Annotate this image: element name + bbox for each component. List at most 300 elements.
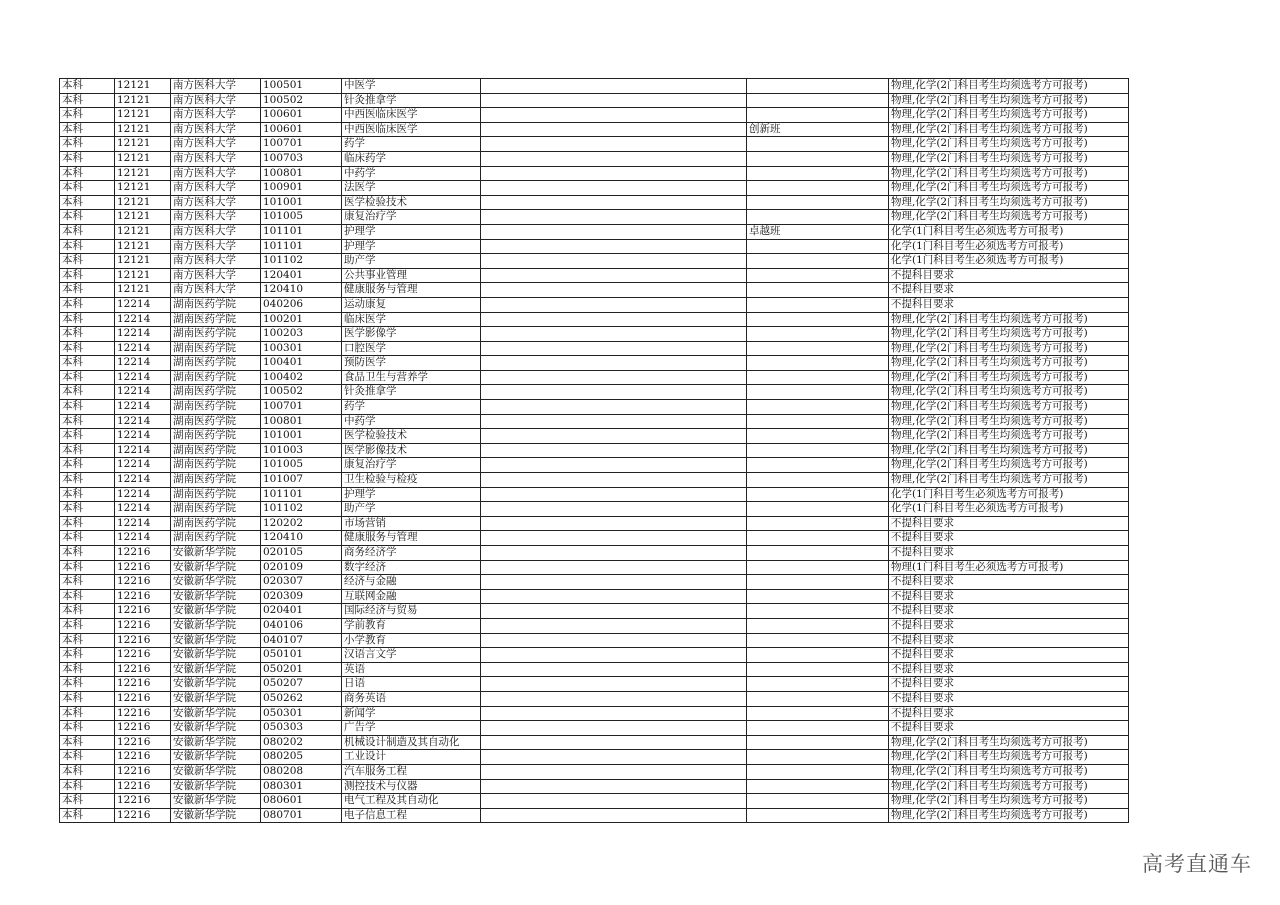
school-name-cell: 湖南医药学院 xyxy=(171,443,261,458)
major-name-cell: 食品卫生与营养学 xyxy=(342,370,481,385)
level-cell: 本科 xyxy=(60,677,115,692)
school-name-cell: 湖南医药学院 xyxy=(171,414,261,429)
school-name-cell: 湖南医药学院 xyxy=(171,458,261,473)
school-code-cell: 12121 xyxy=(115,93,171,108)
level-cell: 本科 xyxy=(60,633,115,648)
school-code-cell: 12214 xyxy=(115,473,171,488)
notes-cell xyxy=(481,370,747,385)
school-name-cell: 安徽新华学院 xyxy=(171,662,261,677)
major-name-cell: 互联网金融 xyxy=(342,589,481,604)
table-row xyxy=(60,516,1129,531)
level-cell: 本科 xyxy=(60,706,115,721)
table-row xyxy=(60,677,1129,692)
major-code-cell: 100701 xyxy=(261,400,342,415)
level-cell: 本科 xyxy=(60,370,115,385)
table-row xyxy=(60,429,1129,444)
major-name-cell: 商务英语 xyxy=(342,691,481,706)
school-code-cell: 12214 xyxy=(115,341,171,356)
table-row xyxy=(60,341,1129,356)
level-cell: 本科 xyxy=(60,210,115,225)
table-row xyxy=(60,560,1129,575)
school-name-cell: 湖南医药学院 xyxy=(171,327,261,342)
school-code-cell: 12216 xyxy=(115,706,171,721)
school-code-cell: 12214 xyxy=(115,327,171,342)
notes-cell xyxy=(481,414,747,429)
level-cell: 本科 xyxy=(60,575,115,590)
table-row xyxy=(60,151,1129,166)
major-name-cell: 工业设计 xyxy=(342,750,481,765)
class-type-cell xyxy=(747,560,889,575)
subject-requirement-cell: 物理,化学(2门科目考生均须选考方可报考) xyxy=(889,195,1129,210)
school-name-cell: 南方医科大学 xyxy=(171,268,261,283)
level-cell: 本科 xyxy=(60,473,115,488)
subject-requirement-cell: 不提科目要求 xyxy=(889,531,1129,546)
subject-requirement-cell: 不提科目要求 xyxy=(889,691,1129,706)
school-name-cell: 南方医科大学 xyxy=(171,195,261,210)
school-code-cell: 12216 xyxy=(115,808,171,823)
school-code-cell: 12216 xyxy=(115,750,171,765)
subject-requirement-cell: 物理,化学(2门科目考生均须选考方可报考) xyxy=(889,181,1129,196)
school-name-cell: 安徽新华学院 xyxy=(171,808,261,823)
class-type-cell xyxy=(747,166,889,181)
subject-requirement-cell: 物理,化学(2门科目考生均须选考方可报考) xyxy=(889,108,1129,123)
table-row xyxy=(60,108,1129,123)
subject-requirement-cell: 不提科目要求 xyxy=(889,589,1129,604)
school-code-cell: 12121 xyxy=(115,195,171,210)
major-code-cell: 020105 xyxy=(261,546,342,561)
class-type-cell xyxy=(747,181,889,196)
notes-cell xyxy=(481,181,747,196)
major-name-cell: 康复治疗学 xyxy=(342,458,481,473)
school-code-cell: 12121 xyxy=(115,166,171,181)
class-type-cell: 卓越班 xyxy=(747,224,889,239)
class-type-cell xyxy=(747,443,889,458)
table-row xyxy=(60,721,1129,736)
major-code-cell: 050207 xyxy=(261,677,342,692)
level-cell: 本科 xyxy=(60,385,115,400)
level-cell: 本科 xyxy=(60,735,115,750)
class-type-cell xyxy=(747,633,889,648)
level-cell: 本科 xyxy=(60,195,115,210)
subject-requirement-cell: 物理,化学(2门科目考生均须选考方可报考) xyxy=(889,122,1129,137)
school-code-cell: 12214 xyxy=(115,370,171,385)
level-cell: 本科 xyxy=(60,283,115,298)
table-row xyxy=(60,370,1129,385)
school-code-cell: 12121 xyxy=(115,283,171,298)
school-code-cell: 12121 xyxy=(115,254,171,269)
major-name-cell: 数字经济 xyxy=(342,560,481,575)
major-name-cell: 中药学 xyxy=(342,414,481,429)
class-type-cell xyxy=(747,93,889,108)
major-code-cell: 050303 xyxy=(261,721,342,736)
subject-requirement-cell: 物理,化学(2门科目考生均须选考方可报考) xyxy=(889,166,1129,181)
major-name-cell: 公共事业管理 xyxy=(342,268,481,283)
major-code-cell: 100402 xyxy=(261,370,342,385)
school-code-cell: 12121 xyxy=(115,210,171,225)
level-cell: 本科 xyxy=(60,297,115,312)
school-name-cell: 湖南医药学院 xyxy=(171,341,261,356)
school-name-cell: 湖南医药学院 xyxy=(171,502,261,517)
table-row xyxy=(60,458,1129,473)
table-row xyxy=(60,312,1129,327)
level-cell: 本科 xyxy=(60,502,115,517)
major-name-cell: 药学 xyxy=(342,400,481,415)
level-cell: 本科 xyxy=(60,662,115,677)
major-name-cell: 汉语言文学 xyxy=(342,648,481,663)
subject-requirement-cell: 化学(1门科目考生必须选考方可报考) xyxy=(889,502,1129,517)
major-code-cell: 080208 xyxy=(261,764,342,779)
major-code-cell: 050262 xyxy=(261,691,342,706)
notes-cell xyxy=(481,297,747,312)
school-code-cell: 12216 xyxy=(115,560,171,575)
notes-cell xyxy=(481,239,747,254)
major-code-cell: 040107 xyxy=(261,633,342,648)
table-row xyxy=(60,400,1129,415)
major-name-cell: 护理学 xyxy=(342,487,481,502)
subject-requirement-cell: 物理,化学(2门科目考生均须选考方可报考) xyxy=(889,210,1129,225)
major-name-cell: 针灸推拿学 xyxy=(342,93,481,108)
subject-requirement-cell: 不提科目要求 xyxy=(889,633,1129,648)
school-name-cell: 安徽新华学院 xyxy=(171,691,261,706)
school-code-cell: 12216 xyxy=(115,764,171,779)
school-code-cell: 12121 xyxy=(115,268,171,283)
major-name-cell: 中医学 xyxy=(342,79,481,94)
level-cell: 本科 xyxy=(60,794,115,809)
school-code-cell: 12214 xyxy=(115,487,171,502)
major-name-cell: 医学检验技术 xyxy=(342,429,481,444)
table-row xyxy=(60,79,1129,94)
major-name-cell: 商务经济学 xyxy=(342,546,481,561)
major-code-cell: 080701 xyxy=(261,808,342,823)
school-code-cell: 12214 xyxy=(115,297,171,312)
class-type-cell xyxy=(747,108,889,123)
major-code-cell: 050301 xyxy=(261,706,342,721)
school-code-cell: 12214 xyxy=(115,385,171,400)
table-row xyxy=(60,122,1129,137)
notes-cell xyxy=(481,93,747,108)
major-name-cell: 法医学 xyxy=(342,181,481,196)
school-name-cell: 安徽新华学院 xyxy=(171,560,261,575)
notes-cell xyxy=(481,633,747,648)
level-cell: 本科 xyxy=(60,327,115,342)
school-name-cell: 安徽新华学院 xyxy=(171,546,261,561)
school-code-cell: 12214 xyxy=(115,356,171,371)
major-name-cell: 小学教育 xyxy=(342,633,481,648)
major-name-cell: 助产学 xyxy=(342,502,481,517)
major-code-cell: 100501 xyxy=(261,79,342,94)
notes-cell xyxy=(481,268,747,283)
level-cell: 本科 xyxy=(60,108,115,123)
level-cell: 本科 xyxy=(60,589,115,604)
school-name-cell: 湖南医药学院 xyxy=(171,297,261,312)
notes-cell xyxy=(481,400,747,415)
class-type-cell xyxy=(747,750,889,765)
major-code-cell: 100801 xyxy=(261,166,342,181)
subject-requirement-cell: 物理,化学(2门科目考生均须选考方可报考) xyxy=(889,808,1129,823)
notes-cell xyxy=(481,473,747,488)
subject-requirement-cell: 物理,化学(2门科目考生均须选考方可报考) xyxy=(889,341,1129,356)
school-code-cell: 12216 xyxy=(115,648,171,663)
subject-requirement-cell: 不提科目要求 xyxy=(889,516,1129,531)
class-type-cell xyxy=(747,618,889,633)
school-code-cell: 12216 xyxy=(115,604,171,619)
major-name-cell: 中西医临床医学 xyxy=(342,122,481,137)
level-cell: 本科 xyxy=(60,414,115,429)
table-row xyxy=(60,502,1129,517)
subject-requirement-cell: 化学(1门科目考生必须选考方可报考) xyxy=(889,254,1129,269)
table-row xyxy=(60,735,1129,750)
subject-requirement-cell: 物理(1门科目考生必须选考方可报考) xyxy=(889,560,1129,575)
major-code-cell: 101101 xyxy=(261,224,342,239)
major-code-cell: 080601 xyxy=(261,794,342,809)
level-cell: 本科 xyxy=(60,443,115,458)
school-name-cell: 南方医科大学 xyxy=(171,210,261,225)
subject-requirement-cell: 物理,化学(2门科目考生均须选考方可报考) xyxy=(889,429,1129,444)
major-name-cell: 运动康复 xyxy=(342,297,481,312)
notes-cell xyxy=(481,750,747,765)
subject-requirement-cell: 物理,化学(2门科目考生均须选考方可报考) xyxy=(889,458,1129,473)
major-code-cell: 100703 xyxy=(261,151,342,166)
notes-cell xyxy=(481,137,747,152)
school-code-cell: 12214 xyxy=(115,458,171,473)
subject-requirement-cell: 物理,化学(2门科目考生均须选考方可报考) xyxy=(889,735,1129,750)
table-row xyxy=(60,473,1129,488)
level-cell: 本科 xyxy=(60,531,115,546)
level-cell: 本科 xyxy=(60,618,115,633)
class-type-cell xyxy=(747,341,889,356)
table-row xyxy=(60,224,1129,239)
major-name-cell: 临床医学 xyxy=(342,312,481,327)
school-name-cell: 湖南医药学院 xyxy=(171,487,261,502)
level-cell: 本科 xyxy=(60,356,115,371)
school-name-cell: 安徽新华学院 xyxy=(171,604,261,619)
school-code-cell: 12216 xyxy=(115,677,171,692)
major-code-cell: 100301 xyxy=(261,341,342,356)
school-name-cell: 安徽新华学院 xyxy=(171,735,261,750)
school-code-cell: 12121 xyxy=(115,151,171,166)
notes-cell xyxy=(481,648,747,663)
table-row xyxy=(60,93,1129,108)
major-code-cell: 100201 xyxy=(261,312,342,327)
subject-requirement-cell: 物理,化学(2门科目考生均须选考方可报考) xyxy=(889,414,1129,429)
subject-requirement-cell: 物理,化学(2门科目考生均须选考方可报考) xyxy=(889,385,1129,400)
major-code-cell: 040106 xyxy=(261,618,342,633)
table-row xyxy=(60,604,1129,619)
level-cell: 本科 xyxy=(60,151,115,166)
notes-cell xyxy=(481,706,747,721)
notes-cell xyxy=(481,356,747,371)
school-code-cell: 12216 xyxy=(115,618,171,633)
level-cell: 本科 xyxy=(60,487,115,502)
class-type-cell xyxy=(747,283,889,298)
subject-requirement-cell: 不提科目要求 xyxy=(889,721,1129,736)
school-code-cell: 12121 xyxy=(115,108,171,123)
level-cell: 本科 xyxy=(60,341,115,356)
major-name-cell: 康复治疗学 xyxy=(342,210,481,225)
school-name-cell: 湖南医药学院 xyxy=(171,385,261,400)
subject-requirement-cell: 化学(1门科目考生必须选考方可报考) xyxy=(889,224,1129,239)
subject-requirement-cell: 物理,化学(2门科目考生均须选考方可报考) xyxy=(889,750,1129,765)
major-code-cell: 101102 xyxy=(261,254,342,269)
class-type-cell xyxy=(747,794,889,809)
class-type-cell xyxy=(747,662,889,677)
notes-cell xyxy=(481,735,747,750)
school-name-cell: 安徽新华学院 xyxy=(171,648,261,663)
level-cell: 本科 xyxy=(60,516,115,531)
level-cell: 本科 xyxy=(60,268,115,283)
major-name-cell: 临床药学 xyxy=(342,151,481,166)
school-code-cell: 12216 xyxy=(115,575,171,590)
level-cell: 本科 xyxy=(60,79,115,94)
subject-requirement-cell: 物理,化学(2门科目考生均须选考方可报考) xyxy=(889,794,1129,809)
level-cell: 本科 xyxy=(60,604,115,619)
major-name-cell: 电子信息工程 xyxy=(342,808,481,823)
major-name-cell: 新闻学 xyxy=(342,706,481,721)
major-name-cell: 机械设计制造及其自动化 xyxy=(342,735,481,750)
notes-cell xyxy=(481,487,747,502)
school-name-cell: 湖南医药学院 xyxy=(171,356,261,371)
subject-requirement-cell: 不提科目要求 xyxy=(889,575,1129,590)
major-code-cell: 050201 xyxy=(261,662,342,677)
major-code-cell: 101001 xyxy=(261,195,342,210)
subject-requirement-cell: 物理,化学(2门科目考生均须选考方可报考) xyxy=(889,473,1129,488)
school-code-cell: 12214 xyxy=(115,531,171,546)
notes-cell xyxy=(481,721,747,736)
subject-requirement-cell: 物理,化学(2门科目考生均须选考方可报考) xyxy=(889,79,1129,94)
level-cell: 本科 xyxy=(60,254,115,269)
table-row xyxy=(60,283,1129,298)
notes-cell xyxy=(481,385,747,400)
major-code-cell: 120401 xyxy=(261,268,342,283)
class-type-cell xyxy=(747,268,889,283)
table-row xyxy=(60,691,1129,706)
major-code-cell: 100401 xyxy=(261,356,342,371)
major-code-cell: 101102 xyxy=(261,502,342,517)
table-row xyxy=(60,764,1129,779)
notes-cell xyxy=(481,79,747,94)
major-name-cell: 中西医临床医学 xyxy=(342,108,481,123)
class-type-cell xyxy=(747,546,889,561)
major-name-cell: 日语 xyxy=(342,677,481,692)
major-code-cell: 100601 xyxy=(261,122,342,137)
school-code-cell: 12214 xyxy=(115,400,171,415)
major-name-cell: 口腔医学 xyxy=(342,341,481,356)
school-name-cell: 南方医科大学 xyxy=(171,283,261,298)
notes-cell xyxy=(481,794,747,809)
major-code-cell: 080202 xyxy=(261,735,342,750)
major-name-cell: 健康服务与管理 xyxy=(342,531,481,546)
subject-requirement-cell: 物理,化学(2门科目考生均须选考方可报考) xyxy=(889,370,1129,385)
subject-requirement-cell: 物理,化学(2门科目考生均须选考方可报考) xyxy=(889,151,1129,166)
major-code-cell: 080205 xyxy=(261,750,342,765)
subject-requirement-cell: 物理,化学(2门科目考生均须选考方可报考) xyxy=(889,400,1129,415)
major-name-cell: 市场营销 xyxy=(342,516,481,531)
notes-cell xyxy=(481,575,747,590)
table-row xyxy=(60,297,1129,312)
school-name-cell: 安徽新华学院 xyxy=(171,575,261,590)
notes-cell xyxy=(481,166,747,181)
school-code-cell: 12216 xyxy=(115,721,171,736)
table-row xyxy=(60,750,1129,765)
table-row xyxy=(60,648,1129,663)
class-type-cell xyxy=(747,589,889,604)
table-row xyxy=(60,254,1129,269)
major-name-cell: 测控技术与仪器 xyxy=(342,779,481,794)
major-name-cell: 护理学 xyxy=(342,239,481,254)
subject-requirement-cell: 化学(1门科目考生必须选考方可报考) xyxy=(889,487,1129,502)
notes-cell xyxy=(481,108,747,123)
school-code-cell: 12214 xyxy=(115,312,171,327)
table-row xyxy=(60,268,1129,283)
notes-cell xyxy=(481,560,747,575)
major-code-cell: 020309 xyxy=(261,589,342,604)
table-row xyxy=(60,210,1129,225)
major-name-cell: 国际经济与贸易 xyxy=(342,604,481,619)
notes-cell xyxy=(481,779,747,794)
major-code-cell: 080301 xyxy=(261,779,342,794)
subject-requirement-cell: 物理,化学(2门科目考生均须选考方可报考) xyxy=(889,327,1129,342)
class-type-cell xyxy=(747,531,889,546)
class-type-cell xyxy=(747,79,889,94)
major-name-cell: 护理学 xyxy=(342,224,481,239)
level-cell: 本科 xyxy=(60,137,115,152)
school-name-cell: 安徽新华学院 xyxy=(171,779,261,794)
subject-requirement-cell: 不提科目要求 xyxy=(889,283,1129,298)
level-cell: 本科 xyxy=(60,779,115,794)
subject-requirement-cell: 不提科目要求 xyxy=(889,604,1129,619)
notes-cell xyxy=(481,458,747,473)
school-name-cell: 安徽新华学院 xyxy=(171,706,261,721)
table-row xyxy=(60,356,1129,371)
major-code-cell: 101007 xyxy=(261,473,342,488)
major-name-cell: 医学检验技术 xyxy=(342,195,481,210)
class-type-cell xyxy=(747,312,889,327)
class-type-cell xyxy=(747,575,889,590)
school-code-cell: 12216 xyxy=(115,794,171,809)
table-row xyxy=(60,662,1129,677)
subject-requirement-cell: 不提科目要求 xyxy=(889,706,1129,721)
level-cell: 本科 xyxy=(60,721,115,736)
school-name-cell: 南方医科大学 xyxy=(171,93,261,108)
school-name-cell: 安徽新华学院 xyxy=(171,618,261,633)
class-type-cell xyxy=(747,473,889,488)
notes-cell xyxy=(481,122,747,137)
class-type-cell xyxy=(747,137,889,152)
table-row xyxy=(60,443,1129,458)
notes-cell xyxy=(481,604,747,619)
school-code-cell: 12214 xyxy=(115,429,171,444)
class-type-cell xyxy=(747,356,889,371)
subject-requirement-cell: 物理,化学(2门科目考生均须选考方可报考) xyxy=(889,93,1129,108)
major-code-cell: 100203 xyxy=(261,327,342,342)
level-cell: 本科 xyxy=(60,808,115,823)
table-row xyxy=(60,239,1129,254)
class-type-cell xyxy=(747,808,889,823)
table-row xyxy=(60,808,1129,823)
table-row xyxy=(60,137,1129,152)
subject-requirement-cell: 化学(1门科目考生必须选考方可报考) xyxy=(889,239,1129,254)
major-code-cell: 100901 xyxy=(261,181,342,196)
subject-requirement-cell: 不提科目要求 xyxy=(889,648,1129,663)
major-name-cell: 英语 xyxy=(342,662,481,677)
notes-cell xyxy=(481,429,747,444)
class-type-cell xyxy=(747,516,889,531)
table-row xyxy=(60,414,1129,429)
major-name-cell: 医学影像学 xyxy=(342,327,481,342)
major-code-cell: 101005 xyxy=(261,210,342,225)
level-cell: 本科 xyxy=(60,429,115,444)
school-code-cell: 12121 xyxy=(115,224,171,239)
